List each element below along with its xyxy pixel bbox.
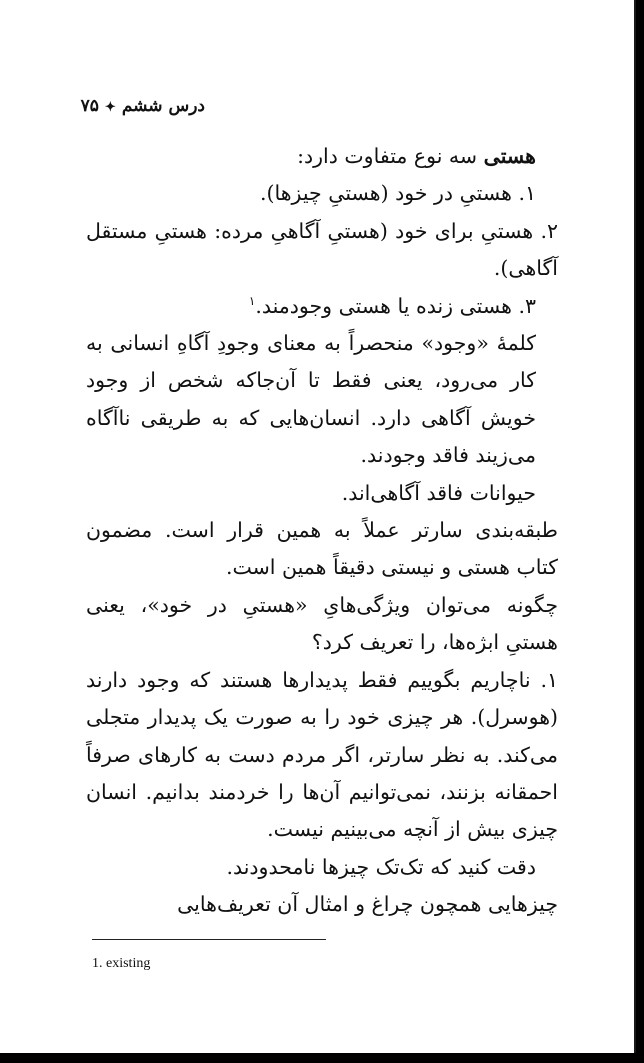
paragraph-8: چگونه می‌توان ویژگی‌هایِ «هستیِ در خود»، یعنی هستیِ ابژه‌ها، را تعریف کرد؟ [86,592,558,655]
paragraph-text: سه نوع متفاوت دارد: [297,144,484,168]
paragraph-1 [86,138,558,175]
paragraph-text: ۳. هستی زنده یا هستی وجودمند. [255,293,536,318]
footnote-divider [92,939,326,940]
paragraph-7: طبقه‌بندی سارتر عملاً به همین قرار است. مضمون کتاب هستی و نیستی دقیقاً همین است. [86,518,558,580]
paragraph-2: ۱. هستیِ در خود (هستیِ چیزها). [259,181,536,206]
bold-term: هستی [483,144,536,168]
paragraph-3: ۲. هستیِ برای خود (هستیِ آگاهیِ مرده: هستیِ مستقل آگاهی). [86,218,558,281]
paragraph-5: کلمهٔ «وجود» منحصراً به معنای وجودِ آگاهِ انسانی به کار می‌رود، یعنی فقط تا آن‌جاکه شخص از وجود خویش آگاهی دارد. انسان‌هایی که به طریقی ناآگاه می‌زیند فاقد وجودند. [86,331,536,468]
paragraph-9: ۱. ناچاریم بگوییم فقط پدیدارها هستند که وجود دارند (هوسرل). هر چیزی خود را به صورت یک پدیدار متجلی می‌کند. به نظر سارتر، اگر مردم دست به کارهای صرفاً احمقانه بزنند، نمی‌توانیم آن‌ها را خردمند بدانیم. انسان چیزی بیش از آنچه می‌بینیم نیست. [86,667,558,842]
footnote-marker: ۱ [248,293,256,308]
diamond-ornament-icon: ✦ [104,100,116,115]
chapter-title: درس ششم [121,96,205,116]
paragraph-6: حیوانات فاقد آگاهی‌اند. [341,480,536,505]
page-number: ۷۵ [80,96,99,116]
footnote: 1. existing [92,956,151,971]
page-body [86,138,558,924]
paragraph-4 [86,288,558,325]
paragraph-10: دقت کنید که تک‌تک چیزها نامحدودند. [226,854,536,879]
paragraph-11: چیزهایی همچون چراغ و امثال آن تعریف‌هایی [177,892,558,917]
running-header [0,96,205,126]
